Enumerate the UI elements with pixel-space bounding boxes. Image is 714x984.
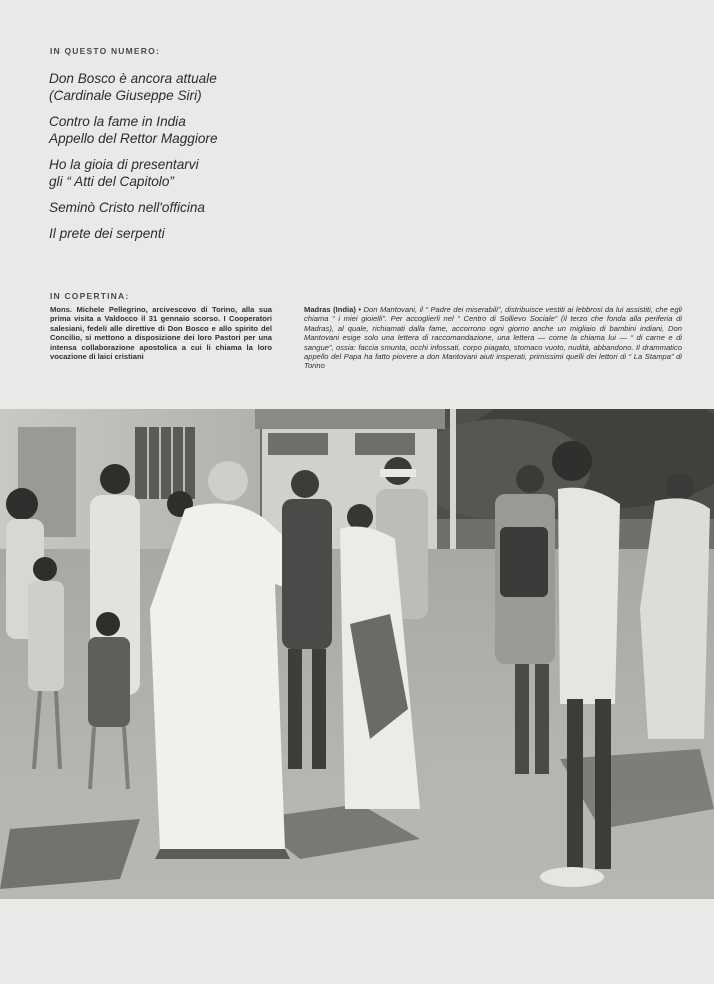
cover-heading: IN COPERTINA:	[50, 291, 130, 301]
toc-entry-serpenti	[49, 225, 349, 242]
cover-caption-right	[304, 305, 682, 371]
in-this-issue-heading: IN QUESTO NUMERO:	[50, 46, 160, 56]
toc-line: (Cardinale Giuseppe Siri)	[49, 88, 202, 103]
photo-illustration	[0, 409, 714, 899]
caption-location: Madras (India) •	[304, 305, 364, 314]
toc-entry-officina	[49, 199, 349, 216]
toc-line: Appello del Rettor Maggiore	[49, 131, 218, 146]
table-of-contents	[49, 70, 349, 251]
toc-line: Contro la fame in India	[49, 114, 186, 129]
toc-line: Ho la gioia di presentarvi	[49, 157, 199, 172]
caption-body: Don Mantovani, il “ Padre dei miserabili”, distribuisce vestiti ai lebbrosi da lui assistiti, che egli chiama “ i miei gioielli”. Per accoglierli nel “ Centro di Sollievo Sociale” (il terzo che fonda alla periferia di Madras), al quale, richiamati dalla fame, accorrono ogni giorno anche un migliaio di bambini indiani, Don Mantovani esige solo una lettera di raccomandazione, una lettera — come la chiama lui — “ di carne e di sangue”, ossia: faccia smunta, occhi infossati, corpo piagato, stomaco vuoto, nudità, abbandono. Il drammatico appello del Papa ha fatto piovere a don Mantovani aiuti insperati, primissimi quelli dei lettori di “ La Stampa” di Torino	[304, 305, 682, 371]
toc-line: Il prete dei serpenti	[49, 226, 165, 241]
toc-entry-india	[49, 113, 349, 147]
toc-entry-don-bosco	[49, 70, 349, 104]
toc-entry-capitolo	[49, 156, 349, 190]
toc-line: Don Bosco è ancora attuale	[49, 71, 217, 86]
toc-line: gli “ Atti del Capitolo”	[49, 174, 174, 189]
toc-line: Seminò Cristo nell'officina	[49, 200, 205, 215]
cover-photo	[0, 409, 714, 899]
cover-caption-left: Mons. Michele Pellegrino, arcivescovo di Torino, alla sua prima visita a Valdocco il 31 gennaio scorso. I Cooperatori salesiani, fedeli alle direttive di Don Bosco e allo spirito del Concilio, si mettono a disposizione dei loro Pastori per una intensa collaborazione apostolica a cui li chiama la loro vocazione di laici cristiani	[50, 305, 272, 362]
